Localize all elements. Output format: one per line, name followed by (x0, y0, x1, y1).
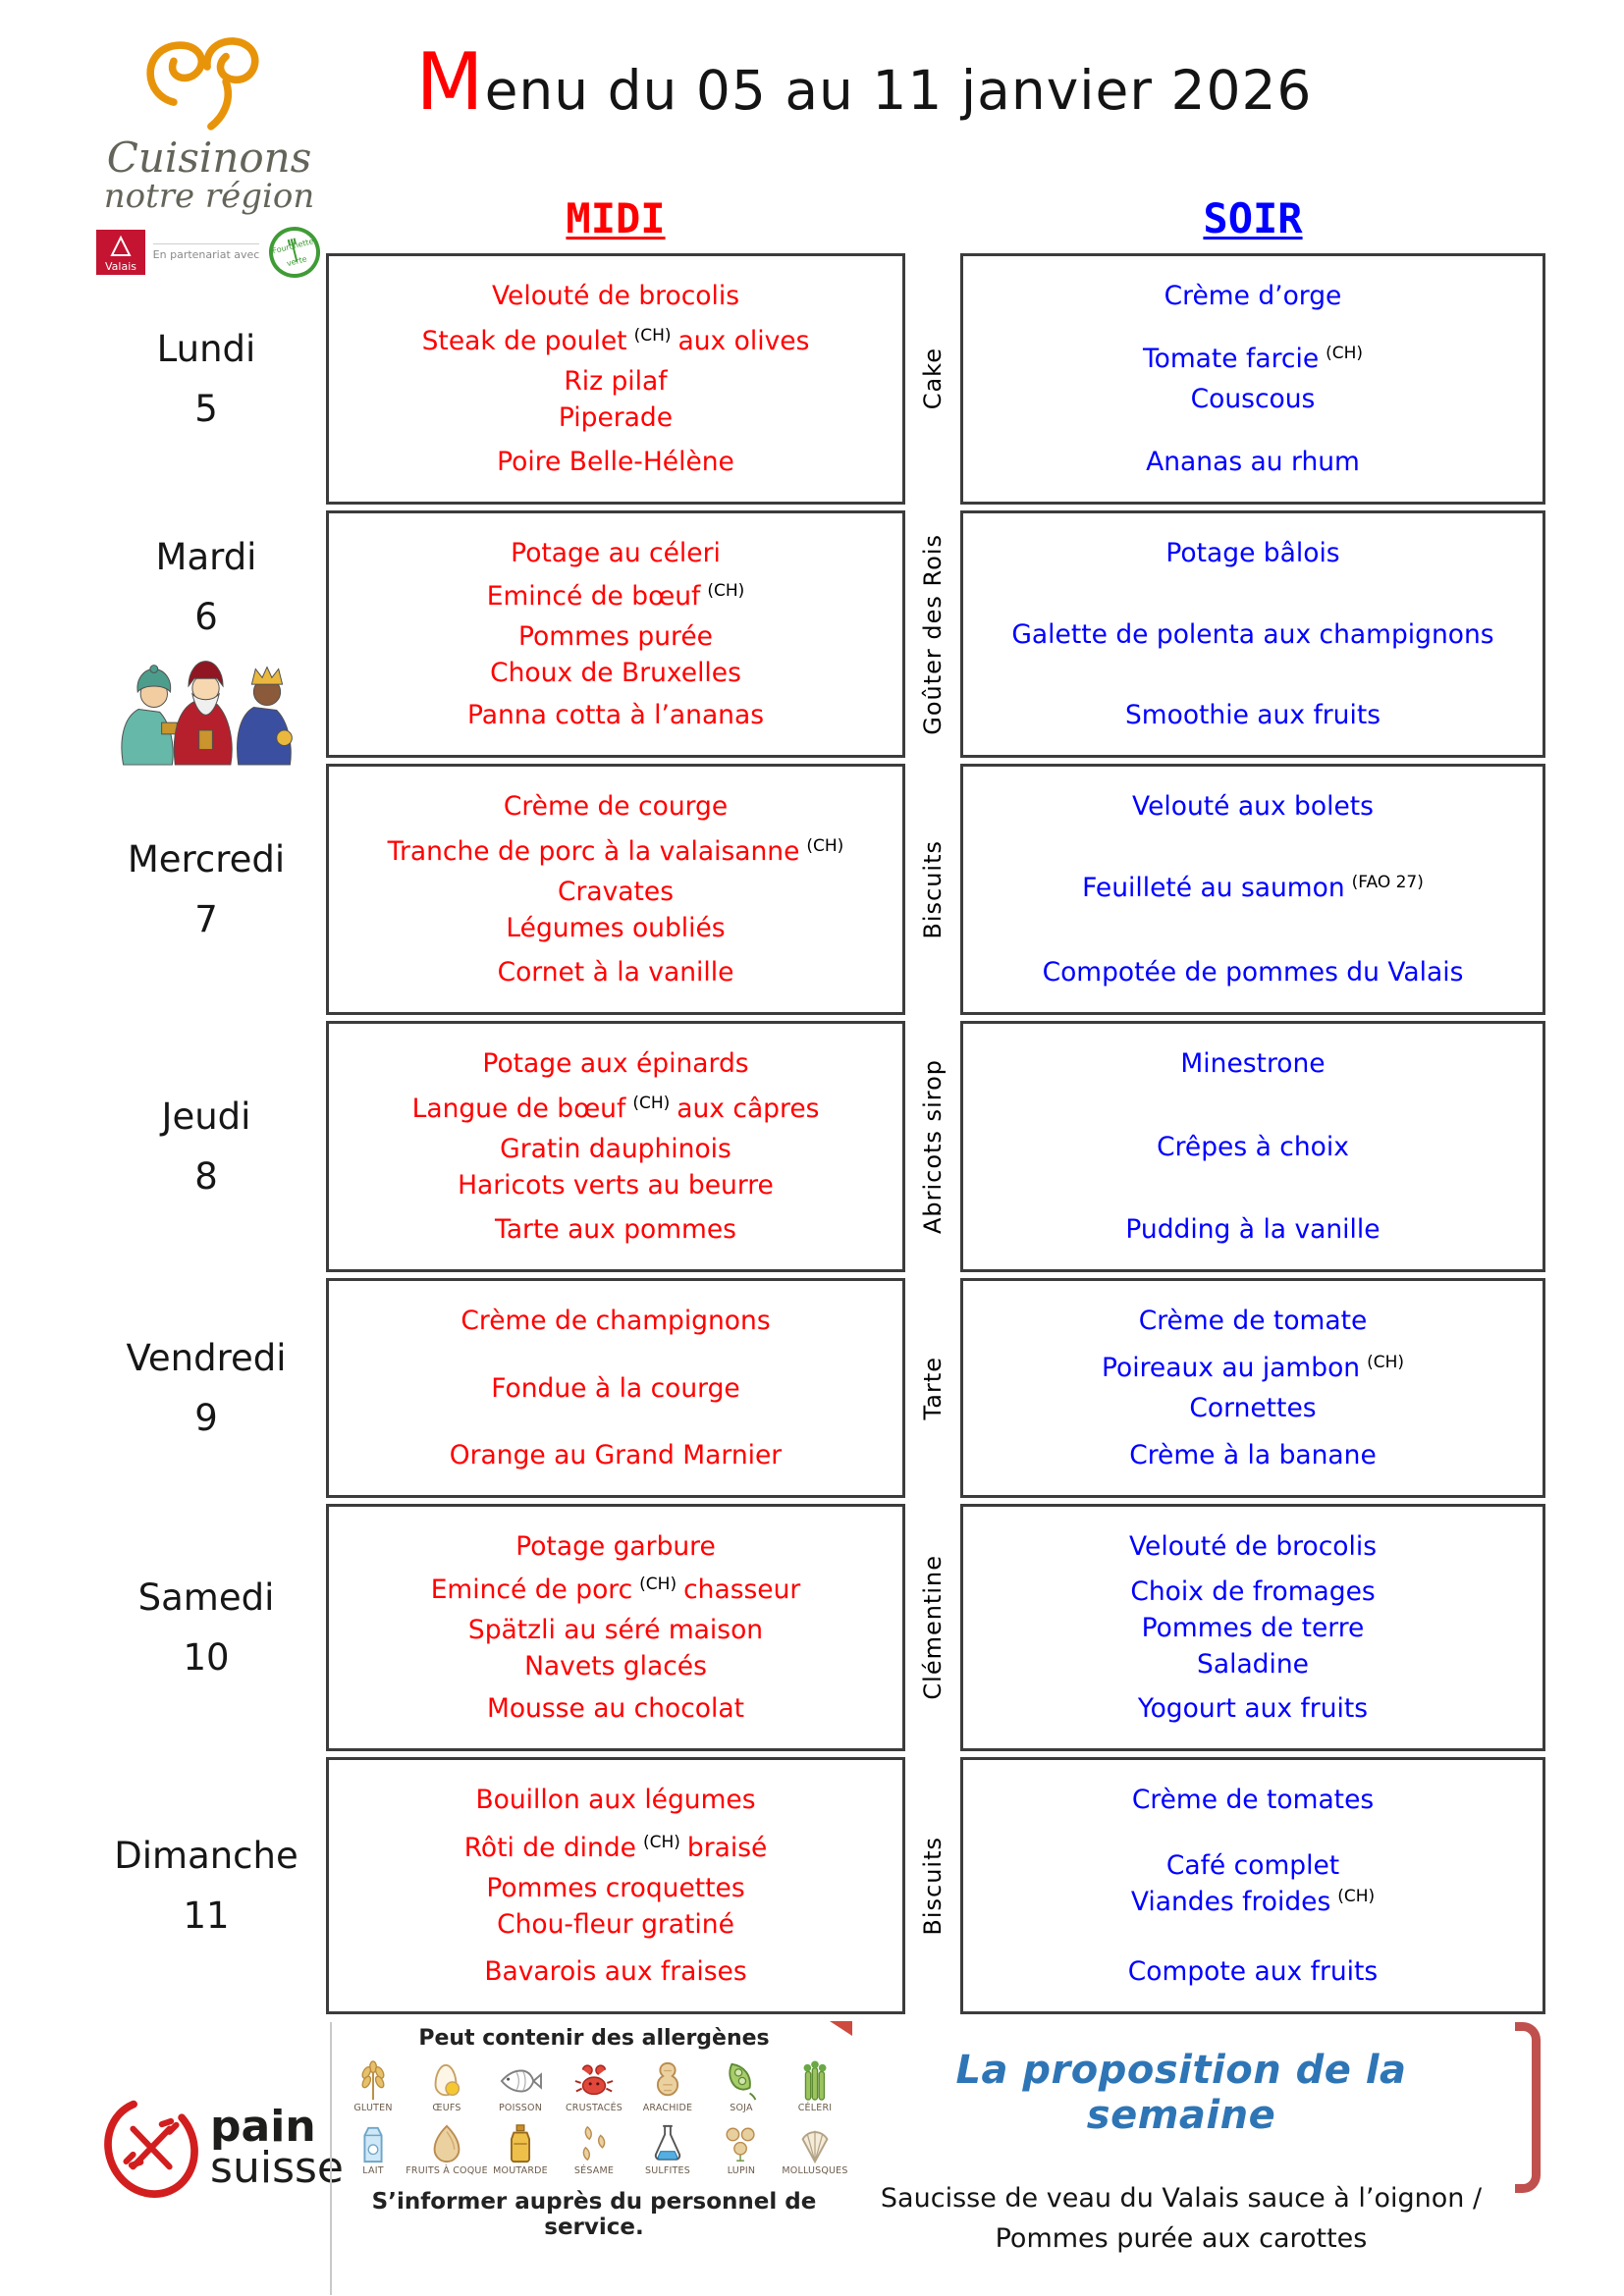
day-number: 6 (194, 596, 218, 638)
category-side-strip (905, 253, 960, 505)
menu-item (1180, 1047, 1325, 1080)
day-number: 9 (194, 1397, 218, 1439)
menu-item-text: Riz pilaf (564, 365, 668, 397)
menu-item (422, 325, 810, 361)
menu-item-text: Choux de Bruxelles (490, 657, 741, 688)
badge-label-2: verte (286, 254, 308, 269)
day-label-jeudi (86, 1021, 326, 1272)
brand-swirl-icon (116, 27, 302, 143)
menu-item (412, 1169, 820, 1201)
menu-item-text: Tranche de porc à la valaisanne (387, 835, 800, 867)
brand-name-line1: Cuisinons (106, 133, 312, 182)
menu-item (515, 1530, 716, 1563)
menu-item-text: Langue de bœuf (411, 1093, 626, 1124)
day-label-lundi (86, 253, 326, 505)
badge-label-1: Fourchette (271, 237, 315, 256)
menu-course-main (491, 1372, 739, 1405)
menu-item (467, 699, 764, 731)
menu-item-text: Compote aux fruits (1127, 1956, 1379, 1987)
allergen-label: SULFITES (645, 2165, 690, 2177)
menu-item-text: Tarte aux pommes (495, 1214, 736, 1245)
day-number: 10 (183, 1636, 230, 1679)
menu-item-text: Crêpes à choix (1157, 1131, 1349, 1162)
shell-icon (792, 2123, 838, 2164)
menu-item-text: Crème d’orge (1164, 281, 1342, 311)
menu-item (1164, 280, 1342, 312)
menu-course-main (388, 835, 844, 944)
menu-item-text: Compotée de pommes du Valais (1042, 957, 1464, 988)
menu-item-text: Cornet à la vanille (497, 957, 734, 988)
title-rest: enu du 05 au 11 janvier 2026 (484, 59, 1313, 122)
menu-course-dessert (1125, 699, 1380, 731)
menu-item (1157, 1131, 1349, 1163)
menu-item (1125, 1213, 1380, 1246)
menu-course-starter (1129, 1530, 1377, 1563)
menu-item (388, 835, 844, 872)
mustard-icon (498, 2123, 543, 2164)
category-side-strip (905, 1021, 960, 1272)
origin-annotation: (CH) (642, 1832, 680, 1852)
menu-item-text: Yogourt aux fruits (1137, 1693, 1369, 1724)
pain-suisse-line2: suisse (210, 2143, 344, 2193)
day-name: Mercredi (127, 838, 286, 881)
red-bracket-decoration (1515, 2022, 1541, 2193)
proposition-line2: Pommes purée aux carottes (995, 2222, 1368, 2254)
title-initial: M (415, 36, 485, 128)
midi-cell (326, 1504, 905, 1751)
allergen-item (780, 2123, 850, 2176)
red-triangle-decoration (830, 2021, 852, 2036)
menu-item-text: Cravates (557, 876, 675, 907)
menu-course-dessert (1129, 1439, 1377, 1471)
pain-suisse-logo (98, 2069, 344, 2226)
menu-course-main (412, 1093, 820, 1201)
menu-item-text: Potage garbure (515, 1531, 716, 1562)
menu-item (498, 956, 734, 988)
menu-item-text: Crème de champignons (460, 1306, 771, 1336)
allergen-label: LUPIN (727, 2165, 756, 2177)
day-number: 5 (194, 388, 218, 430)
day-label-samedi (86, 1504, 326, 1751)
menu-course-starter (515, 1530, 716, 1563)
menu-item-text: braisé (686, 1832, 768, 1863)
menu-item (422, 401, 810, 434)
sesame-icon (571, 2123, 617, 2164)
menu-item (1131, 1886, 1375, 1922)
menu-item (1129, 1530, 1377, 1563)
menu-item (1129, 1439, 1377, 1471)
menu-item-text: Café complet (1165, 1850, 1340, 1881)
menu-item (1102, 1392, 1404, 1424)
allergen-label: LAIT (362, 2165, 384, 2177)
pain-suisse-line1: pain (210, 2102, 316, 2153)
menu-item (1143, 383, 1363, 415)
menu-item-text: Choix de fromages (1130, 1575, 1376, 1607)
menu-course-dessert (1043, 956, 1464, 988)
origin-annotation: (CH) (633, 325, 672, 346)
menu-item (504, 790, 728, 823)
menu-course-main (422, 325, 810, 434)
menu-item-text: Rôti de dinde (463, 1832, 636, 1863)
day-name: Samedi (137, 1576, 275, 1619)
menu-course-starter (1164, 280, 1342, 312)
menu-item-text: Velouté aux bolets (1132, 791, 1374, 822)
midi-cell (326, 1757, 905, 2014)
proposition-heading: La proposition de la semaine (955, 2048, 1407, 2138)
menu-item (431, 1650, 801, 1682)
allergen-label: CRUSTACÉS (565, 2103, 623, 2113)
allergen-row-1 (338, 2060, 850, 2113)
menu-item-text: Couscous (1190, 384, 1316, 414)
menu-course-starter (511, 537, 721, 569)
menu-item-text: Pommes croquettes (486, 1872, 745, 1903)
soir-cell (960, 1504, 1545, 1751)
menu-item (1125, 699, 1380, 731)
page-title (295, 36, 1434, 128)
menu-item (464, 1832, 768, 1868)
day-label-mercredi (86, 764, 326, 1015)
menu-item-text: Bavarois aux fraises (484, 1956, 747, 1987)
menu-item (450, 1439, 782, 1471)
fish-icon (498, 2060, 543, 2102)
partner-text: En partenariat avec (153, 243, 260, 261)
category-side-label: Goûter des Rois (919, 533, 947, 735)
menu-item (1139, 1305, 1368, 1337)
category-side-label: Abricots sirop (919, 1058, 947, 1235)
allergen-label: GLUTEN (353, 2103, 393, 2113)
allergen-item (485, 2123, 556, 2176)
soy-icon (719, 2060, 764, 2102)
allergen-item (338, 2060, 408, 2113)
menu-course-dessert (467, 699, 764, 731)
allergen-item (338, 2123, 408, 2176)
allergen-item (559, 2060, 629, 2113)
origin-annotation: (CH) (1337, 1887, 1376, 1906)
menu-item (388, 876, 844, 908)
menu-item-text: Ananas au rhum (1146, 447, 1360, 477)
menu-item-text: Velouté de brocolis (1128, 1531, 1378, 1562)
proposition-line1: Saucisse de veau du Valais sauce à l’oignon / (880, 2183, 1483, 2214)
lupin-icon (719, 2123, 764, 2164)
menu-item (1131, 1849, 1375, 1882)
allergen-panel (330, 2022, 850, 2295)
allergen-item (632, 2123, 703, 2176)
day-number: 8 (194, 1155, 218, 1198)
origin-annotation: (FAO 27) (1351, 872, 1424, 892)
menu-item (1011, 618, 1493, 651)
allergen-note: S’informer auprès du personnel de service. (371, 2188, 817, 2240)
allergen-item (632, 2060, 703, 2113)
menu-course-main (1011, 618, 1493, 651)
menu-course-main (1130, 1575, 1375, 1681)
column-header-midi: MIDI (566, 194, 666, 242)
menu-course-main (1082, 872, 1424, 908)
menu-item (1130, 1575, 1375, 1608)
menu-course-starter (1165, 537, 1339, 569)
menu-item (487, 620, 745, 653)
allergen-label: ŒUFS (432, 2103, 461, 2113)
menu-item (412, 1133, 820, 1165)
soir-cell (960, 1021, 1545, 1272)
menu-item (431, 1614, 801, 1646)
menu-item (495, 1213, 736, 1246)
menu-item-text: Piperade (558, 401, 674, 433)
allergen-label: MOUTARDE (493, 2165, 548, 2177)
menu-item-text: Minestrone (1180, 1048, 1326, 1079)
day-label-vendredi (86, 1278, 326, 1498)
category-side-strip (905, 764, 960, 1015)
menu-course-main (1131, 1849, 1375, 1922)
menu-item-text: Pudding à la vanille (1125, 1214, 1380, 1245)
menu-course-dessert (450, 1439, 782, 1471)
menu-course-starter (492, 280, 739, 312)
allergen-label: POISSON (498, 2103, 543, 2113)
menu-course-dessert (487, 1692, 744, 1725)
menu-item-text: Smoothie aux fruits (1124, 700, 1381, 730)
day-name: Vendredi (126, 1337, 287, 1379)
origin-annotation: (CH) (707, 580, 745, 601)
menu-item-text: Galette de polenta aux champignons (1011, 618, 1494, 650)
day-name: Mardi (155, 536, 257, 578)
menu-item (511, 537, 721, 569)
day-name: Dimanche (114, 1835, 298, 1877)
brand-name-line2: notre région (103, 177, 315, 216)
menu-item (492, 280, 739, 312)
category-side-label: Cake (919, 347, 947, 410)
menu-course-starter (482, 1047, 748, 1080)
menu-course-starter (504, 790, 728, 823)
menu-item-text: Fondue à la courge (491, 1372, 740, 1404)
allergen-item (485, 2060, 556, 2113)
category-side-strip (905, 1278, 960, 1498)
day-label-dimanche (86, 1757, 326, 2014)
soir-cell (960, 764, 1545, 1015)
category-side-label: Biscuits (919, 1836, 947, 1936)
allergen-title: Peut contenir des allergènes (418, 2026, 770, 2051)
milk-icon (351, 2123, 396, 2164)
menu-item-text: Crème à la banane (1129, 1440, 1377, 1470)
category-side-label: Clémentine (919, 1555, 947, 1700)
menu-item-text: Potage au céleri (511, 538, 721, 568)
menu-item-text: Chou-fleur gratiné (497, 1908, 734, 1940)
menu-course-dessert (497, 446, 734, 478)
menu-item (484, 1955, 746, 1988)
menu-course-dessert (1125, 1213, 1380, 1246)
menu-course-main (1157, 1131, 1349, 1163)
menu-item-text: Velouté de brocolis (491, 281, 740, 311)
menu-item (1130, 1612, 1375, 1644)
menu-item (1132, 790, 1374, 823)
menu-item (487, 580, 745, 616)
celery-icon (792, 2060, 838, 2102)
menu-item (1128, 1955, 1378, 1988)
origin-annotation: (CH) (632, 1093, 671, 1113)
valais-label: Valais (104, 260, 136, 274)
menu-course-starter (1132, 1784, 1374, 1816)
menu-item-text: Gratin dauphinois (500, 1133, 731, 1164)
menu-item-text: Poireaux au jambon (1102, 1353, 1361, 1383)
allergen-label: FRUITS À COQUE (406, 2165, 488, 2177)
menu-item-text: Feuilleté au saumon (1082, 872, 1345, 903)
allergen-item (706, 2060, 777, 2113)
tree-nut-icon (424, 2123, 469, 2164)
menu-item-text: Tomate farcie (1142, 344, 1320, 374)
menu-item (1043, 956, 1464, 988)
menu-course-main (1102, 1352, 1404, 1424)
menu-course-starter (1139, 1305, 1368, 1337)
menu-item (431, 1574, 801, 1610)
menu-item-text: aux olives (677, 325, 810, 356)
menu-item (1146, 446, 1360, 478)
allergen-label: MOLLUSQUES (782, 2165, 848, 2177)
menu-item (388, 912, 844, 944)
menu-item-text: Pommes de terre (1141, 1612, 1365, 1643)
egg-icon (424, 2060, 469, 2102)
origin-annotation: (CH) (1367, 1353, 1404, 1372)
menu-item (491, 1372, 739, 1405)
soir-cell (960, 1757, 1545, 2014)
menu-item (464, 1908, 768, 1941)
menu-item-text: Cornettes (1189, 1393, 1317, 1423)
allergen-item (411, 2060, 482, 2113)
menu-course-main (464, 1832, 768, 1941)
column-header-soir: SOIR (1203, 194, 1303, 242)
menu-item-text: Pommes purée (518, 620, 713, 652)
category-side-label: Biscuits (919, 839, 947, 939)
menu-course-starter (1180, 1047, 1325, 1080)
menu-item (1130, 1648, 1375, 1681)
allergen-label: CÉLERI (797, 2103, 833, 2113)
menu-item (482, 1047, 748, 1080)
allergen-label: SOJA (730, 2103, 753, 2113)
menu-item (460, 1305, 770, 1337)
origin-annotation: (CH) (806, 835, 844, 856)
midi-cell (326, 1278, 905, 1498)
menu-item-text: Steak de poulet (421, 325, 627, 356)
menu-item-text: Crème de tomate (1138, 1306, 1368, 1336)
allergen-label: SÉSAME (573, 2165, 615, 2177)
midi-cell (326, 510, 905, 758)
menu-item (475, 1784, 755, 1816)
category-side-strip (905, 1504, 960, 1751)
day-number: 11 (183, 1895, 230, 1937)
day-label-mardi (86, 510, 326, 758)
pain-suisse-icon (98, 2074, 204, 2221)
menu-course-dessert (495, 1213, 736, 1246)
menu-item (1138, 1692, 1368, 1725)
midi-cell (326, 764, 905, 1015)
menu-item-text: Bouillon aux légumes (475, 1785, 756, 1815)
menu-item (412, 1093, 820, 1129)
menu-item (1132, 1784, 1374, 1816)
menu-item-text: Spätzli au séré maison (467, 1614, 764, 1645)
menu-item-text: chasseur (683, 1574, 801, 1605)
origin-annotation: (CH) (1326, 344, 1364, 363)
menu-item-text: Panna cotta à l’ananas (466, 700, 765, 730)
menu-item (487, 1692, 744, 1725)
menu-item (1165, 537, 1339, 569)
sulfites-icon (645, 2123, 690, 2164)
menu-item-text: Poire Belle-Hélène (497, 447, 734, 477)
menu-item-text: Légumes oubliés (506, 912, 726, 943)
menu-item-text: Potage aux épinards (482, 1048, 749, 1079)
allergen-item (559, 2123, 629, 2176)
crab-icon (571, 2060, 617, 2102)
menu-course-dessert (484, 1955, 746, 1988)
origin-annotation: (CH) (639, 1574, 677, 1594)
menu-item (487, 657, 745, 689)
soir-cell (960, 1278, 1545, 1498)
three-kings-icon (106, 648, 307, 768)
category-side-strip (905, 510, 960, 758)
midi-cell (326, 253, 905, 505)
menu-item (422, 365, 810, 398)
day-name: Jeudi (161, 1095, 251, 1138)
peanut-icon (645, 2060, 690, 2102)
menu-course-main (487, 580, 745, 689)
menu-course-dessert (1146, 446, 1360, 478)
menu-item-text: Viandes froides (1130, 1887, 1331, 1917)
menu-item (464, 1872, 768, 1904)
allergen-item (706, 2123, 777, 2176)
day-name: Lundi (156, 328, 256, 370)
menu-item-text: Orange au Grand Marnier (449, 1440, 783, 1470)
menu-course-starter (460, 1305, 770, 1337)
menu-item-text: Crème de courge (503, 791, 729, 822)
menu-item (1143, 343, 1363, 379)
menu-item-text: Crème de tomates (1131, 1785, 1375, 1815)
menu-item-text: Potage bâlois (1165, 538, 1340, 568)
wheat-icon (351, 2060, 396, 2102)
three-kings-illustration (106, 648, 307, 772)
menu-item-text: Emincé de bœuf (486, 580, 701, 612)
day-number: 7 (194, 898, 218, 940)
category-side-label: Tarte (919, 1356, 947, 1420)
menu-course-starter (1132, 790, 1374, 823)
allergen-item (780, 2060, 850, 2113)
menu-item-text: Haricots verts au beurre (458, 1169, 774, 1201)
allergen-label: ARACHIDE (642, 2103, 693, 2113)
menu-course-dessert (1138, 1692, 1368, 1725)
soir-cell (960, 253, 1545, 505)
menu-item-text: Emincé de porc (430, 1574, 633, 1605)
menu-course-dessert (498, 956, 734, 988)
allergen-row-2 (338, 2123, 850, 2176)
menu-item (1082, 872, 1424, 908)
midi-cell (326, 1021, 905, 1272)
menu-item-text: aux câpres (677, 1093, 820, 1124)
menu-item-text: Saladine (1197, 1648, 1309, 1680)
menu-course-starter (475, 1784, 755, 1816)
menu-course-main (1143, 343, 1363, 415)
menu-course-main (431, 1574, 801, 1682)
menu-item-text: Mousse au chocolat (486, 1693, 745, 1724)
allergen-item (406, 2123, 488, 2177)
category-side-strip (905, 1757, 960, 2014)
soir-cell (960, 510, 1545, 758)
menu-item (1102, 1352, 1404, 1388)
menu-course-dessert (1128, 1955, 1378, 1988)
menu-item-text: Navets glacés (524, 1650, 707, 1682)
menu-item (497, 446, 734, 478)
weekly-proposition (862, 2048, 1500, 2259)
